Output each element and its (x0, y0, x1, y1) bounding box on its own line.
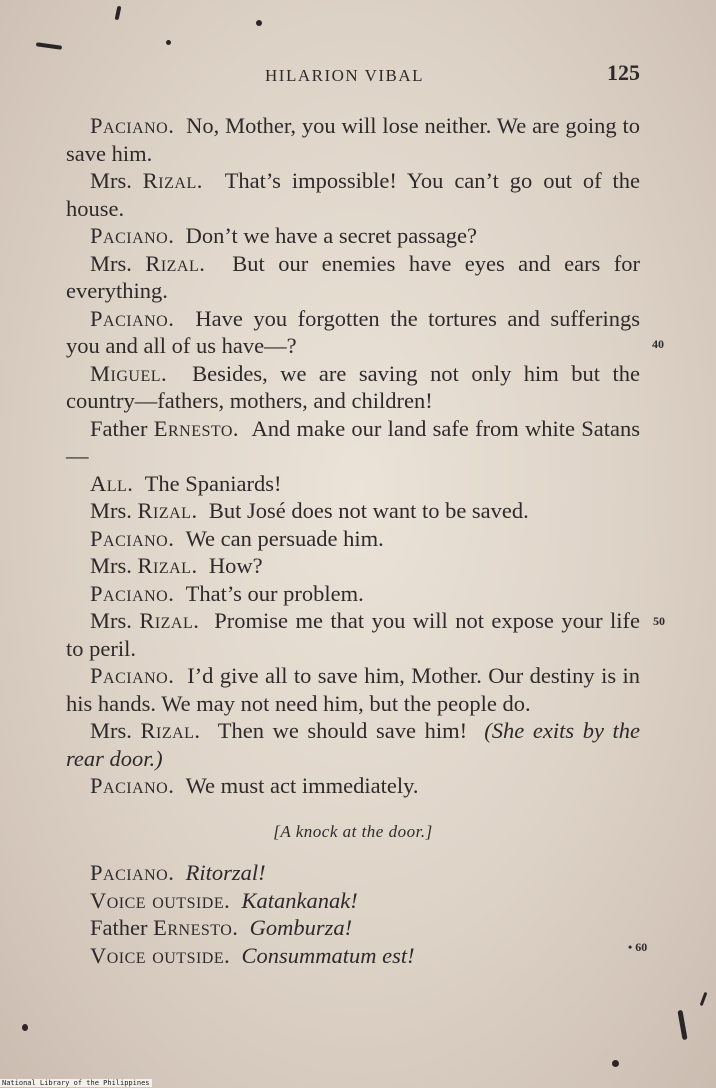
speaker: Paciano. (90, 113, 175, 138)
scan-speck (115, 6, 122, 21)
line-text: Katankanak! (241, 887, 358, 913)
dialogue-line-9 (66, 497, 640, 525)
line-text: Then we should save him! (217, 718, 468, 743)
inline-stage-direction: (She exits by the rear door.) (66, 718, 641, 771)
speaker-prefix: Mrs. (90, 608, 140, 633)
dialogue-line-16 (66, 772, 640, 800)
speaker-prefix: Mrs. (90, 168, 143, 193)
speaker: Paciano. (90, 223, 175, 248)
stage-direction: [A knock at the door.] (273, 821, 433, 841)
speaker: Rizal. (142, 168, 203, 193)
speaker: Ernesto. (153, 415, 240, 441)
speaker: Rizal. (139, 608, 200, 633)
running-title: HILARION VIBAL (265, 66, 425, 85)
speaker: Paciano. (90, 525, 175, 551)
dialogue-line-15 (66, 717, 640, 772)
dialogue-line-17 (66, 859, 640, 887)
line-text: How? (208, 553, 263, 578)
dialogue-line-10 (66, 525, 640, 553)
line-text: Don’t we have a secret passage? (185, 223, 477, 248)
line-number-60: • 60 (628, 940, 648, 954)
dialogue-line-2 (66, 167, 640, 222)
scan-speck (36, 42, 62, 50)
line-text: And make our land safe from white Satans— (66, 415, 641, 468)
play-text (66, 112, 640, 969)
dialogue-line-13 (66, 607, 640, 662)
dialogue-line-4 (66, 250, 640, 305)
dialogue-line-1 (66, 112, 640, 167)
dialogue-line-19 (66, 914, 640, 942)
line-text: We must act immediately. (185, 773, 419, 798)
speaker: All. (90, 470, 134, 496)
line-text: Consummatum est! (241, 942, 415, 968)
scan-speck (256, 20, 262, 26)
dialogue-line-5 (66, 305, 640, 360)
scan-speck (612, 1060, 619, 1067)
dialogue-line-11 (66, 552, 640, 580)
line-text: I’d give all to save him, Mother. Our destiny is in his hands. We may not need him, but the people do. (66, 663, 641, 716)
dialogue-line-7 (66, 415, 640, 470)
speaker: Ernesto. (153, 915, 239, 940)
line-text: That’s our problem. (185, 580, 364, 606)
scan-speck (22, 1024, 28, 1031)
speaker: Paciano. (90, 580, 175, 606)
speaker: Voice outside. (90, 887, 231, 913)
dialogue-line-6 (66, 360, 640, 415)
speaker: Voice outside. (90, 942, 231, 968)
speaker-prefix: Father (90, 415, 154, 441)
speaker-prefix: Mrs. (90, 250, 146, 276)
line-number-40: 40 (652, 337, 664, 351)
scan-speck (700, 992, 708, 1006)
speaker: Rizal. (140, 718, 201, 743)
page-header (0, 60, 716, 90)
speaker: Rizal. (137, 553, 198, 578)
speaker: Paciano. (90, 860, 175, 885)
line-text: Ritorzal! (185, 860, 266, 885)
footer-watermark: National Library of the Philippines (2, 1079, 150, 1087)
dialogue-line-8 (66, 470, 640, 498)
scan-speck (166, 40, 171, 45)
dialogue-line-14 (66, 662, 640, 717)
speaker-prefix: Mrs. (90, 718, 141, 743)
page-number: 125 (607, 60, 640, 85)
line-text: Gomburza! (249, 915, 353, 940)
dialogue-line-20 (66, 942, 640, 970)
dialogue-line-3 (66, 222, 640, 250)
scan-speck (677, 1010, 687, 1040)
line-text: Have you forgotten the tortures and sufferings you and all of us have—? (66, 305, 640, 358)
speaker-prefix: Father (90, 915, 154, 940)
line-text: Besides, we are saving not only him but the country—fathers, mothers, and children! (66, 360, 641, 413)
line-number-50: 50 (653, 614, 665, 628)
speaker: Miguel. (90, 360, 168, 386)
line-text: That’s impossible! You can’t go out of the house. (66, 168, 640, 221)
speaker: Paciano. (90, 305, 175, 331)
speaker: Paciano. (90, 663, 175, 688)
speaker: Rizal. (137, 498, 198, 523)
dialogue-line-12 (66, 580, 640, 608)
line-text: No, Mother, you will lose neither. We are going to save him. (66, 113, 641, 166)
dialogue-line-18 (66, 887, 640, 915)
speaker: Paciano. (90, 773, 175, 798)
line-text: Promise me that you will not expose your life to peril. (66, 608, 641, 661)
line-text: But our enemies have eyes and ears for everything. (66, 250, 640, 303)
speaker-prefix: Mrs. (90, 553, 138, 578)
line-text: But José does not want to be saved. (208, 498, 529, 523)
speaker-prefix: Mrs. (90, 498, 138, 523)
line-text: The Spaniards! (144, 470, 282, 496)
speaker: Rizal. (145, 250, 206, 276)
line-text: We can persuade him. (185, 525, 384, 551)
